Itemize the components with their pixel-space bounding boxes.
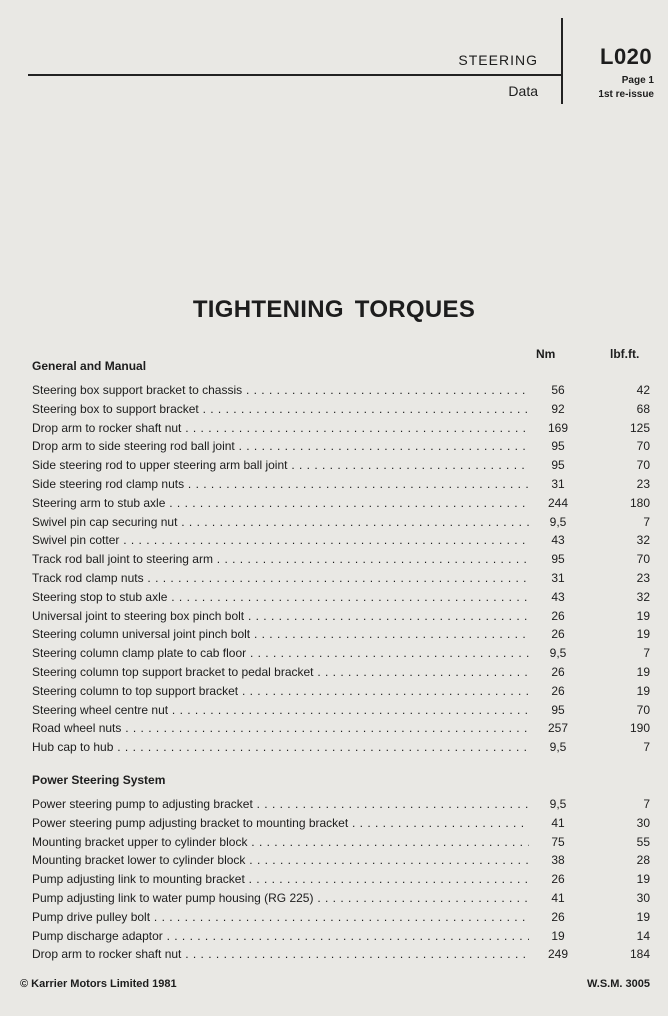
table-row	[32, 439, 652, 458]
row-value-lbf: 19	[636, 665, 650, 679]
table-row	[32, 721, 652, 740]
row-label: Track rod clamp nuts . . .	[32, 571, 529, 585]
row-value-nm: 43	[551, 589, 565, 604]
table-row	[32, 891, 652, 910]
row-label: Power steering pump adjusting bracket to mounting bracket . . .	[32, 816, 529, 830]
page-title: TIGHTENING TORQUES	[192, 296, 476, 323]
row-value-lbf: 7	[643, 514, 650, 529]
row-value-lbf: 30	[636, 891, 650, 905]
reissue-note: 1st re-issue	[598, 89, 654, 100]
row-label: Steering box support bracket to chassis . . .	[32, 383, 529, 397]
table-row	[32, 665, 652, 684]
row-label: Side steering rod to upper steering arm ball joint . . .	[32, 458, 529, 472]
row-value-nm: 26	[551, 909, 565, 924]
table-row	[32, 477, 652, 496]
table-row	[32, 853, 652, 872]
row-value-lbf: 19	[636, 627, 650, 642]
row-label: Mounting bracket lower to cylinder block . . .	[32, 853, 529, 867]
group-title: Power Steering System	[32, 773, 166, 787]
page-number: Page 1	[621, 75, 654, 86]
row-value-lbf: 32	[636, 533, 650, 548]
row-value-lbf: 19	[636, 872, 650, 887]
row-value-nm: 95	[551, 552, 565, 567]
table-row	[32, 458, 652, 477]
row-value-lbf: 7	[643, 797, 650, 811]
row-value-nm: 257	[547, 721, 569, 736]
table-row	[32, 421, 652, 440]
row-label: Mounting bracket upper to cylinder block . . .	[32, 835, 529, 849]
table-row	[32, 835, 652, 854]
row-value-lbf: 180	[629, 495, 650, 510]
row-label: Steering column universal joint pinch bolt . . .	[32, 627, 529, 641]
column-header-lbf: lbf.ft.	[610, 347, 640, 361]
copyright-footer: © Karrier Motors Limited 1981	[20, 978, 177, 990]
row-value-lbf: 19	[636, 683, 650, 698]
row-value-nm: 9,5	[549, 514, 567, 529]
row-value-nm: 95	[551, 439, 565, 454]
row-value-nm: 169	[547, 420, 569, 435]
table-row	[32, 571, 652, 590]
row-value-nm: 56	[551, 383, 565, 397]
row-value-nm: 95	[551, 702, 565, 717]
row-label: Side steering rod clamp nuts . . .	[32, 477, 529, 491]
row-value-lbf: 23	[636, 571, 650, 585]
table-row	[32, 590, 652, 609]
row-label: Steering wheel centre nut . . .	[32, 703, 529, 717]
table-row	[32, 872, 652, 891]
row-value-nm: 92	[551, 401, 565, 416]
table-row	[32, 797, 652, 816]
row-value-lbf: 190	[629, 721, 650, 736]
row-label: Road wheel nuts . . .	[32, 721, 529, 735]
row-value-lbf: 42	[636, 383, 650, 397]
row-value-nm: 26	[551, 683, 565, 698]
row-value-nm: 43	[551, 533, 565, 548]
row-label: Swivel pin cotter . . .	[32, 533, 529, 547]
manual-reference: W.S.M. 3005	[587, 978, 650, 990]
row-value-lbf: 23	[636, 477, 650, 491]
table-row	[32, 496, 652, 515]
group-title: General and Manual	[32, 359, 147, 373]
row-value-nm: 249	[547, 947, 569, 962]
row-label: Hub cap to hub . . .	[32, 740, 529, 754]
row-label: Steering column to top support bracket . . .	[32, 684, 529, 698]
row-label: Drop arm to rocker shaft nut . . .	[32, 947, 529, 961]
row-value-lbf: 70	[636, 702, 650, 717]
row-value-lbf: 19	[636, 909, 650, 924]
row-value-nm: 31	[551, 477, 565, 491]
row-value-lbf: 55	[636, 834, 650, 849]
row-label: Pump drive pulley bolt . . .	[32, 910, 529, 924]
row-value-nm: 244	[547, 495, 569, 510]
row-value-nm: 75	[551, 834, 565, 849]
row-value-nm: 41	[551, 815, 565, 830]
row-value-nm: 26	[551, 627, 565, 642]
row-value-nm: 38	[551, 853, 565, 868]
subsection-title: Data	[508, 83, 538, 99]
row-value-nm: 26	[551, 665, 565, 679]
page-code: L020	[600, 44, 653, 69]
table-row	[32, 684, 652, 703]
table-row	[32, 402, 652, 421]
table-row	[32, 929, 652, 948]
row-value-lbf: 30	[636, 815, 650, 830]
table-row	[32, 552, 652, 571]
table-row	[32, 703, 652, 722]
row-value-lbf: 32	[636, 589, 650, 604]
row-label: Pump discharge adaptor . . .	[32, 929, 529, 943]
row-label: Steering column top support bracket to pedal bracket . . .	[32, 665, 529, 679]
row-label: Pump adjusting link to mounting bracket . . .	[32, 872, 529, 886]
header-rule	[28, 74, 562, 76]
table-row	[32, 627, 652, 646]
column-header-nm: Nm	[536, 347, 556, 361]
row-label: Steering arm to stub axle . . .	[32, 496, 529, 510]
row-value-lbf: 28	[636, 853, 650, 868]
row-value-nm: 9,5	[549, 646, 567, 661]
row-value-nm: 9,5	[549, 740, 567, 755]
row-value-lbf: 7	[643, 646, 650, 661]
row-value-lbf: 68	[636, 401, 650, 416]
row-value-nm: 9,5	[549, 797, 567, 811]
row-label: Universal joint to steering box pinch bolt . . .	[32, 609, 529, 623]
table-row	[32, 383, 652, 402]
row-value-lbf: 19	[636, 608, 650, 623]
table-row	[32, 533, 652, 552]
table-row	[32, 646, 652, 665]
row-label: Steering box to support bracket . . .	[32, 402, 529, 416]
row-value-lbf: 14	[636, 928, 650, 943]
row-label: Steering column clamp plate to cab floor . . .	[32, 646, 529, 660]
row-value-lbf: 184	[629, 947, 650, 962]
table-row	[32, 515, 652, 534]
row-label: Power steering pump to adjusting bracket . . .	[32, 797, 529, 811]
row-label: Swivel pin cap securing nut . . .	[32, 515, 529, 529]
row-value-nm: 26	[551, 608, 565, 623]
table-row	[32, 947, 652, 966]
row-value-lbf: 7	[643, 740, 650, 755]
row-label: Drop arm to rocker shaft nut . . .	[32, 421, 529, 435]
row-value-lbf: 70	[636, 439, 650, 454]
table-row	[32, 740, 652, 759]
row-label: Track rod ball joint to steering arm . . .	[32, 552, 529, 566]
row-value-nm: 41	[551, 891, 565, 905]
section-title: STEERING	[458, 52, 538, 68]
table-row	[32, 609, 652, 628]
row-label: Drop arm to side steering rod ball joint . . .	[32, 439, 529, 453]
row-label: Pump adjusting link to water pump housing (RG 225) . . .	[32, 891, 529, 905]
row-value-nm: 26	[551, 872, 565, 887]
row-value-lbf: 125	[629, 420, 650, 435]
row-label: Steering stop to stub axle . . .	[32, 590, 529, 604]
row-value-nm: 19	[551, 928, 565, 943]
table-row	[32, 816, 652, 835]
row-value-lbf: 70	[636, 552, 650, 567]
row-value-nm: 95	[551, 458, 565, 473]
row-value-nm: 31	[551, 571, 565, 585]
row-value-lbf: 70	[636, 458, 650, 473]
header-divider	[561, 18, 563, 104]
table-row	[32, 910, 652, 929]
